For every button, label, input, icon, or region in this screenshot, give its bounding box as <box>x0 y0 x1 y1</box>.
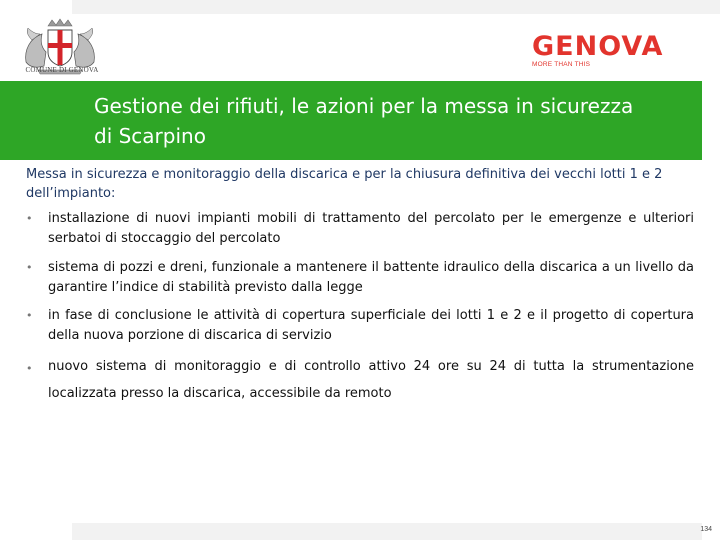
page-number: 134 <box>700 526 712 533</box>
list-item-text: in fase di conclusione le attività di copertura superficiale dei lotti 1 e 2 e il progetto di copertura della nuova porzione di discarica di servizio <box>48 308 694 343</box>
list-item <box>26 258 694 298</box>
bullet-icon: • <box>26 309 33 322</box>
crest-caption: COMUNE DI GENOVA <box>25 66 99 74</box>
bullet-icon: • <box>26 362 33 375</box>
list-item-text: sistema di pozzi e dreni, funzionale a mantenere il battente idraulico della discarica a un livello da garantire l’indice di stabilità previsto dalla legge <box>48 260 694 295</box>
bullet-icon: • <box>26 261 33 274</box>
slide-title: Gestione dei rifiuti, le azioni per la messa in sicurezza di Scarpino <box>94 94 634 148</box>
list-item-text: nuovo sistema di monitoraggio e di controllo attivo 24 ore su 24 di tutta la strumentazione localizzata presso la discarica, accessibile da remoto <box>48 359 694 401</box>
list-item <box>26 353 694 407</box>
bullet-icon: • <box>26 212 33 225</box>
top-stripe <box>72 0 720 14</box>
list-item-text: installazione di nuovi impianti mobili di trattamento del percolato per le emergenze e ulteriori serbatoi di stoccaggio del percolato <box>48 211 694 246</box>
genova-brand-logo <box>532 33 702 68</box>
brand-word: GENOVA <box>532 31 664 62</box>
bullet-list <box>26 209 694 407</box>
list-item <box>26 306 694 346</box>
intro-paragraph: Messa in sicurezza e monitoraggio della discarica e per la chiusura definitiva dei vecchi lotti 1 e 2 dell’impianto: <box>26 167 663 201</box>
bottom-stripe <box>72 523 702 540</box>
brand-tagline: MORE THAN THIS <box>532 61 591 68</box>
list-item <box>26 209 694 249</box>
title-banner <box>0 81 702 160</box>
